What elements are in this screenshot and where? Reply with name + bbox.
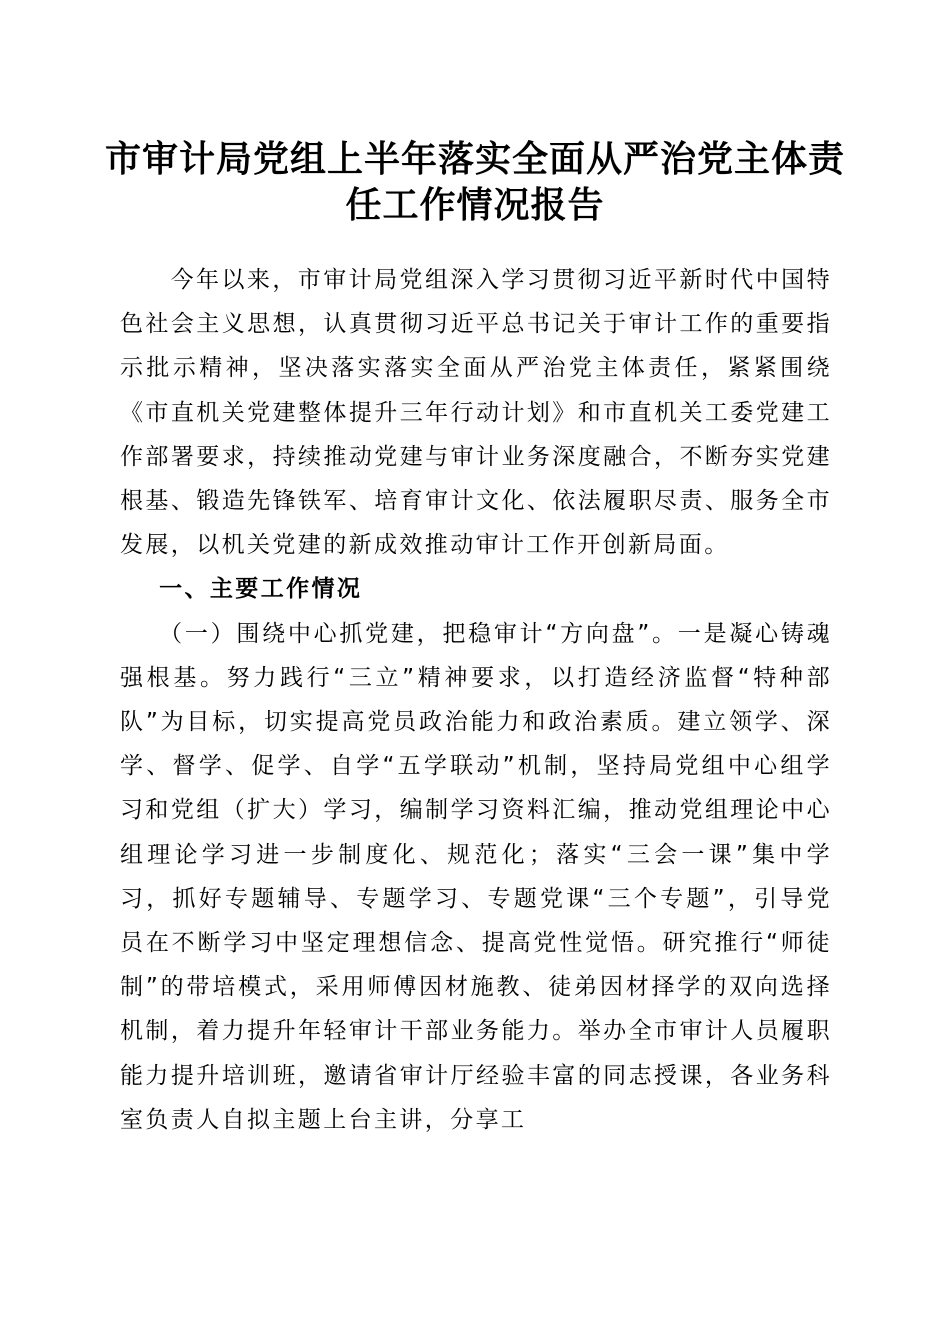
document-title [100, 136, 850, 228]
section-heading: 一、主要工作情况 [159, 576, 363, 603]
title-line-2: 任工作情况报告 [345, 184, 605, 226]
intro-paragraph: 今年以来，市审计局党组深入学习贯彻习近平新时代中国特色社会主义思想，认真贯彻习近平总书记关于审计工作的重要指示批示精神，坚决落实落实全面从严治党主体责任，紧紧围绕《市直机关党建整体提升三年行动计划》和市直机关工委党建工作部署要求，持续推动党建与审计业务深度融合，不断夯实党建根基、锻造先锋铁军、培育审计文化、依法履职尽责、服务全市发展，以机关党建的新成效推动审计工作开创新局面。 [120, 267, 832, 559]
title-line-1: 市审计局党组上半年落实全面从严治党主体责 [104, 138, 845, 180]
body-paragraph: （一）围绕中心抓党建，把稳审计“方向盘”。一是凝心铸魂强根基。努力践行“三立”精神要求，以打造经济监督“特种部队”为目标，切实提高党员政治能力和政治素质。建立领学、深学、督学、促学、自学“五学联动”机制，坚持局党组中心组学习和党组（扩大）学习，编制学习资料汇编，推动党组理论中心组理论学习进一步制度化、规范化；落实“三会一课”集中学习，抓好专题辅导、专题学习、专题党课“三个专题”，引导党员在不断学习中坚定理想信念、提高党性觉悟。研究推行“师徒制”的带培模式，采用师傅因材施教、徒弟因材择学的双向选择机制，着力提升年轻审计干部业务能力。举办全市审计人员履职能力提升培训班，邀请省审计厅经验丰富的同志授课，各业务科室负责人自拟主题上台主讲，分享工 [120, 620, 832, 1133]
document-body [120, 258, 832, 1142]
